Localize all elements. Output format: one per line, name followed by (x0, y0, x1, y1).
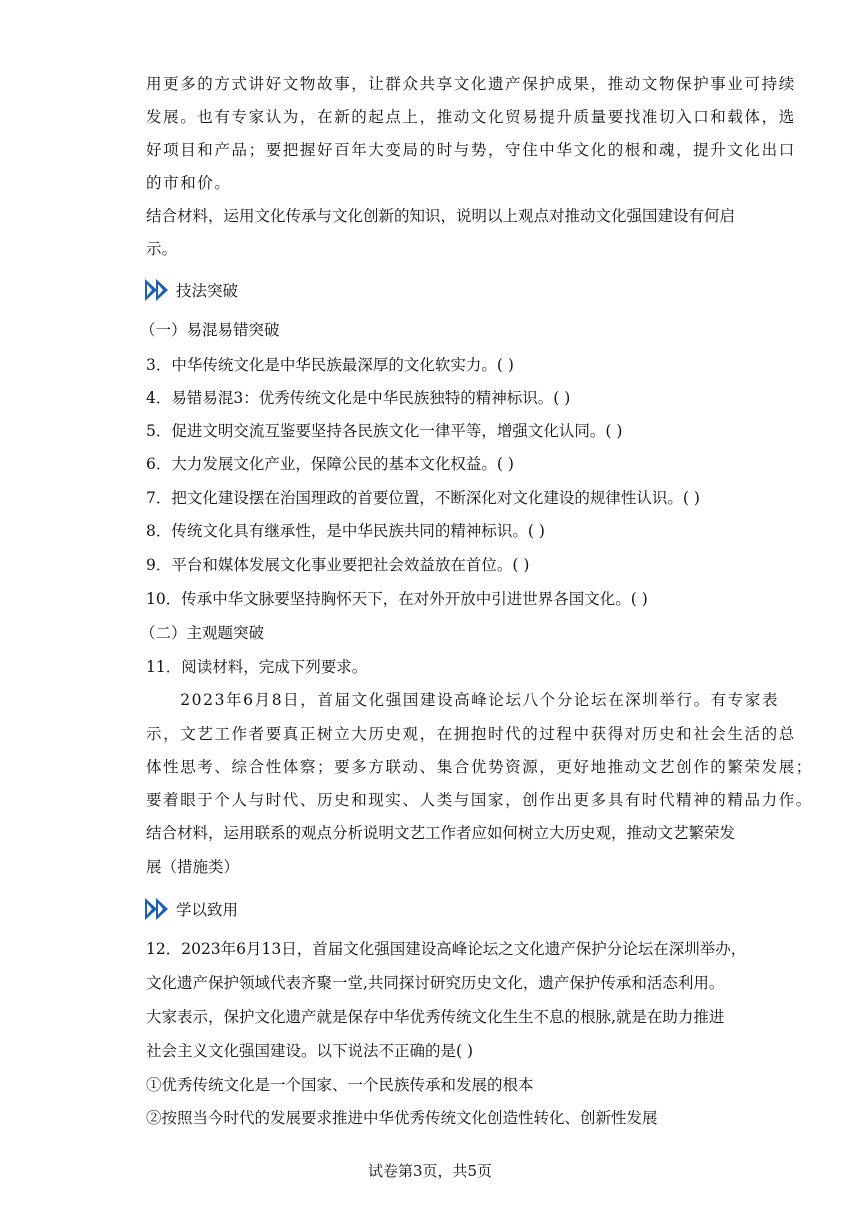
tf-question: 5．促进文明交流互鉴要坚持各民族文化一律平等，增强文化认同。( ) (146, 422, 623, 440)
tf-question: 8．传统文化具有继承性，是中华民族共同的精神标识。( ) (146, 522, 545, 540)
subsection-title: （二）主观题突破 (140, 624, 265, 642)
tf-question: 9．平台和媒体发展文化事业要把社会效益放在首位。( ) (146, 556, 530, 574)
intro-line: 发展。也有专家认为，在新的起点上，推动文化贸易提升质量要找准切入口和载体，选 (146, 108, 796, 126)
tf-question: 3．中华传统文化是中华民族最深厚的文化软实力。( ) (146, 356, 514, 374)
intro-line: 用更多的方式讲好文物故事，让群众共享文化遗产保护成果，推动文物保护事业可持续 (146, 75, 796, 93)
tf-question: 10．传承中华文脉要坚持胸怀天下，在对外开放中引进世界各国文化。( ) (146, 590, 648, 608)
question-line: 大家表示，保护文化遗产就是保存中华优秀传统文化生生不息的根脉,就是在助力推进 (146, 1008, 725, 1026)
material-line: 要着眼于个人与时代、历史和现实、人类与国家，创作出更多具有时代精神的精品力作。 (146, 791, 813, 809)
tf-question: 6．大力发展文化产业，保障公民的基本文化权益。( ) (146, 455, 514, 473)
question-line: 展（措施类） (146, 858, 240, 876)
material-line: 2023年6月8日，首届文化强国建设高峰论坛八个分论坛在深圳举行。有专家表 (146, 691, 780, 709)
question-line: 文化遗产保护领域代表齐聚一堂,共同探讨研究历史文化，遗产保护传承和活态利用。 (146, 974, 725, 992)
section-title: 学以致用 (176, 901, 239, 919)
intro-question-line: 结合材料，运用文化传承与文化创新的知识，说明以上观点对推动文化强国建设有何启 (146, 207, 736, 225)
intro-line: 的市和价。 (146, 174, 232, 192)
material-line: 体性思考、综合性体察；要多方联动、集合优势资源，更好地推动文艺创作的繁荣发展； (146, 758, 813, 776)
intro-line: 好项目和产品；要把握好百年大变局的时与势，守住中华文化的根和魂，提升文化出口 (146, 141, 796, 159)
tf-question: 4．易错易混3：优秀传统文化是中华民族独特的精神标识。( ) (146, 389, 571, 407)
material-line: 示，文艺工作者要真正树立大历史观，在拥抱时代的过程中获得对历史和社会生活的总 (146, 725, 796, 743)
question-line: 社会主义文化强国建设。以下说法不正确的是( ) (146, 1042, 474, 1060)
section-title: 技法突破 (176, 282, 239, 300)
question-stem: 11．阅读材料，完成下列要求。 (146, 658, 368, 676)
subsection-title: （一）易混易错突破 (140, 321, 280, 339)
page-footer: 试卷第3页，共5页 (367, 1162, 493, 1180)
question-line: 结合材料，运用联系的观点分析说明文艺工作者应如何树立大历史观，推动文艺繁荣发 (146, 824, 736, 842)
section-header-technique (144, 277, 238, 303)
double-chevron-icon (144, 277, 172, 303)
option-line: ①优秀传统文化是一个国家、一个民族传承和发展的根本 (146, 1076, 534, 1094)
double-chevron-icon (144, 896, 172, 922)
question-line: 12．2023年6月13日，首届文化强国建设高峰论坛之文化遗产保护分论坛在深圳举办， (146, 940, 747, 958)
tf-question: 7．把文化建设摆在治国理政的首要位置，不断深化对文化建设的规律性认识。( ) (146, 489, 700, 507)
option-line: ②按照当今时代的发展要求推进中华优秀传统文化创造性转化、创新性发展 (146, 1109, 658, 1127)
section-header-apply (144, 896, 238, 922)
intro-question-line: 示。 (146, 240, 178, 258)
